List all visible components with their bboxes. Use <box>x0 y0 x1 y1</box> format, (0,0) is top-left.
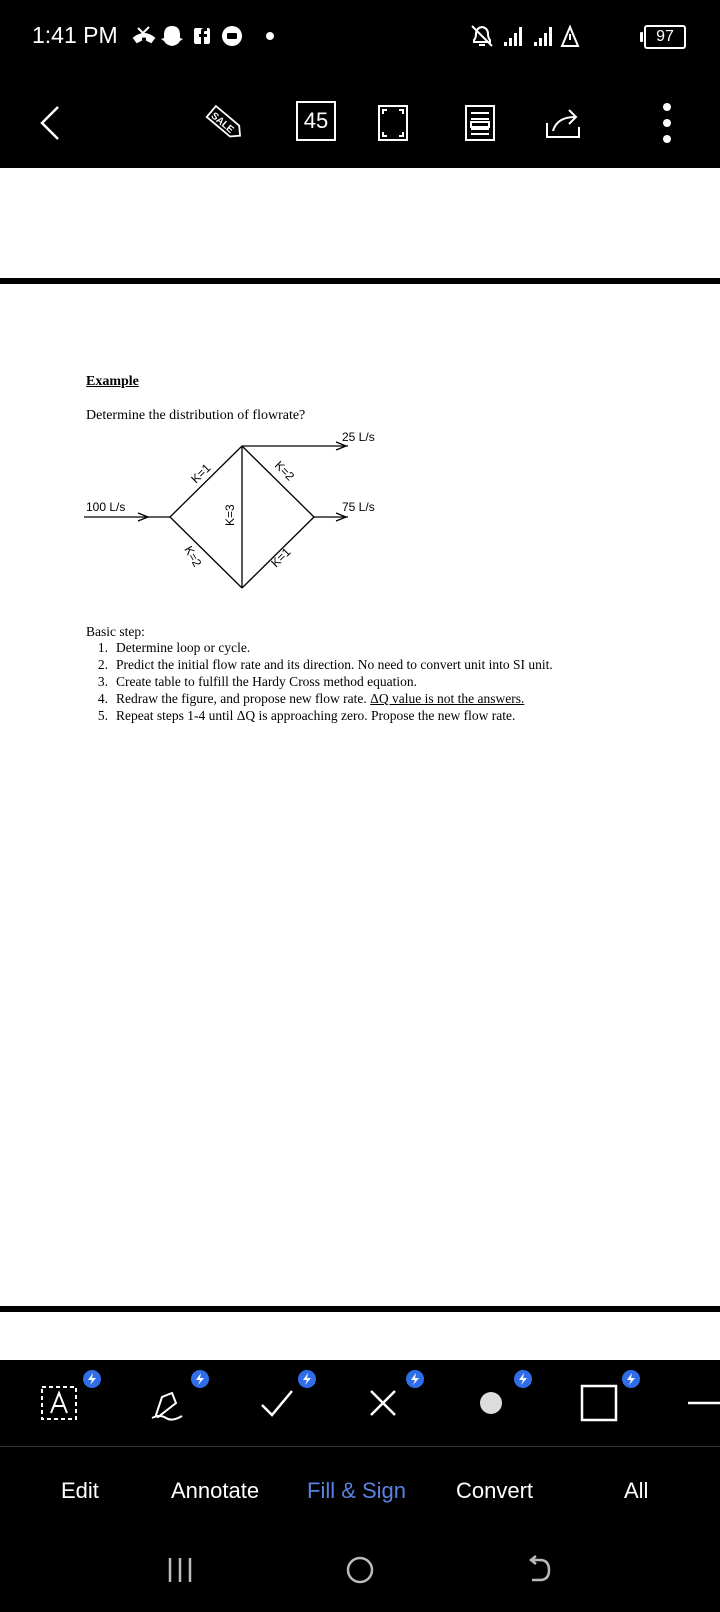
back-nav-icon[interactable] <box>522 1554 554 1586</box>
notification-icons <box>132 22 282 50</box>
page-count-button[interactable]: 45 <box>296 101 336 141</box>
tab-annotate[interactable]: Annotate <box>171 1478 260 1503</box>
fullscreen-button[interactable] <box>368 98 418 148</box>
inflow-label: 100 L/s <box>86 500 126 514</box>
pipe-network-diagram <box>80 430 420 610</box>
sale-tag-icon <box>200 98 250 148</box>
example-heading: Example <box>86 374 139 389</box>
steps-list <box>86 640 553 725</box>
data-saver-icon <box>562 27 578 46</box>
pen-signature-icon <box>148 1385 186 1421</box>
line-tool[interactable] <box>686 1380 720 1426</box>
page-layout-icon <box>463 103 497 143</box>
list-item: 5. Repeat steps 1-4 until ΔQ is approaching zero. Propose the new flow rate. <box>97 708 516 723</box>
rectangle-icon <box>580 1384 618 1422</box>
signal-icon-2 <box>534 27 552 46</box>
tab-convert[interactable]: Convert <box>456 1478 534 1503</box>
bell-muted-icon <box>472 26 492 46</box>
more-notifications-dot <box>266 32 274 40</box>
sale-button[interactable] <box>200 98 250 148</box>
fill-sign-tools <box>0 1362 720 1446</box>
missed-call-icon <box>134 27 154 42</box>
k-bottom-right-label: K=1 <box>268 544 294 571</box>
more-options-button[interactable] <box>642 98 692 148</box>
checkmark-tool[interactable] <box>254 1380 300 1426</box>
pipe-top-right <box>242 446 314 517</box>
more-vertical-icon <box>661 101 673 145</box>
list-item: 1. Determine loop or cycle. <box>97 640 251 655</box>
k-middle-label: K=3 <box>223 504 237 526</box>
svg-text:SALE: SALE <box>208 110 236 136</box>
text-box-icon <box>40 1385 78 1421</box>
status-time: 1:41 PM <box>32 22 118 48</box>
messenger-icon <box>222 26 242 46</box>
underlined-note: ΔQ value is not the answers. <box>370 691 525 706</box>
question-text: Determine the distribution of flowrate? <box>86 408 306 423</box>
list-item: 4. Redraw the figure, and propose new flow rate. ΔQ value is not the answers. <box>97 691 525 706</box>
bottom-tab-bar <box>0 1460 720 1520</box>
checkmark-icon <box>258 1387 296 1419</box>
system-status-icons <box>470 22 630 50</box>
line-icon <box>686 1400 720 1406</box>
battery-indicator: 97 <box>644 25 686 49</box>
share-icon <box>541 103 585 143</box>
system-navigation-bar <box>0 1540 720 1600</box>
premium-badge-icon <box>191 1370 209 1388</box>
tab-edit[interactable]: Edit <box>61 1478 99 1503</box>
share-button[interactable] <box>538 98 588 148</box>
cross-mark-icon <box>367 1387 399 1419</box>
top-toolbar <box>0 80 720 168</box>
list-item: 3. Create table to fulfill the Hardy Cross method equation. <box>97 674 418 689</box>
premium-badge-icon <box>406 1370 424 1388</box>
k-top-left-label: K=1 <box>188 460 214 487</box>
text-field-tool[interactable] <box>36 1380 82 1426</box>
list-item: 2. Predict the initial flow rate and its direction. No need to convert unit into SI unit. <box>97 657 553 672</box>
tab-fill-sign[interactable]: Fill & Sign <box>307 1478 407 1503</box>
outflow-top-label: 25 L/s <box>342 430 375 444</box>
premium-badge-icon <box>622 1370 640 1388</box>
premium-badge-icon <box>83 1370 101 1388</box>
dot-icon <box>478 1390 504 1416</box>
snapchat-icon <box>161 26 183 46</box>
page-separator <box>0 1306 720 1312</box>
pipe-bottom-left <box>170 517 242 588</box>
signature-tool[interactable] <box>144 1380 190 1426</box>
fullscreen-icon <box>376 103 410 143</box>
k-top-right-label: K=2 <box>271 458 298 484</box>
dot-tool[interactable] <box>468 1380 514 1426</box>
home-icon[interactable] <box>344 1554 376 1586</box>
document-viewer[interactable] <box>0 168 720 1360</box>
view-mode-button[interactable] <box>455 98 505 148</box>
back-button[interactable] <box>26 98 76 148</box>
outflow-right-label: 75 L/s <box>342 500 375 514</box>
status-bar <box>0 0 720 72</box>
chevron-left-icon <box>36 103 66 143</box>
cross-tool[interactable] <box>360 1380 406 1426</box>
facebook-icon <box>194 28 210 44</box>
recent-apps-icon[interactable] <box>166 1554 194 1586</box>
k-bottom-left-label: K=2 <box>181 543 205 570</box>
divider <box>0 1446 720 1447</box>
steps-heading: Basic step: <box>86 624 145 639</box>
page-separator <box>0 278 720 284</box>
signal-icon-1 <box>504 27 522 46</box>
premium-badge-icon <box>298 1370 316 1388</box>
tab-all[interactable]: All <box>624 1478 649 1503</box>
premium-badge-icon <box>514 1370 532 1388</box>
rectangle-tool[interactable] <box>576 1380 622 1426</box>
